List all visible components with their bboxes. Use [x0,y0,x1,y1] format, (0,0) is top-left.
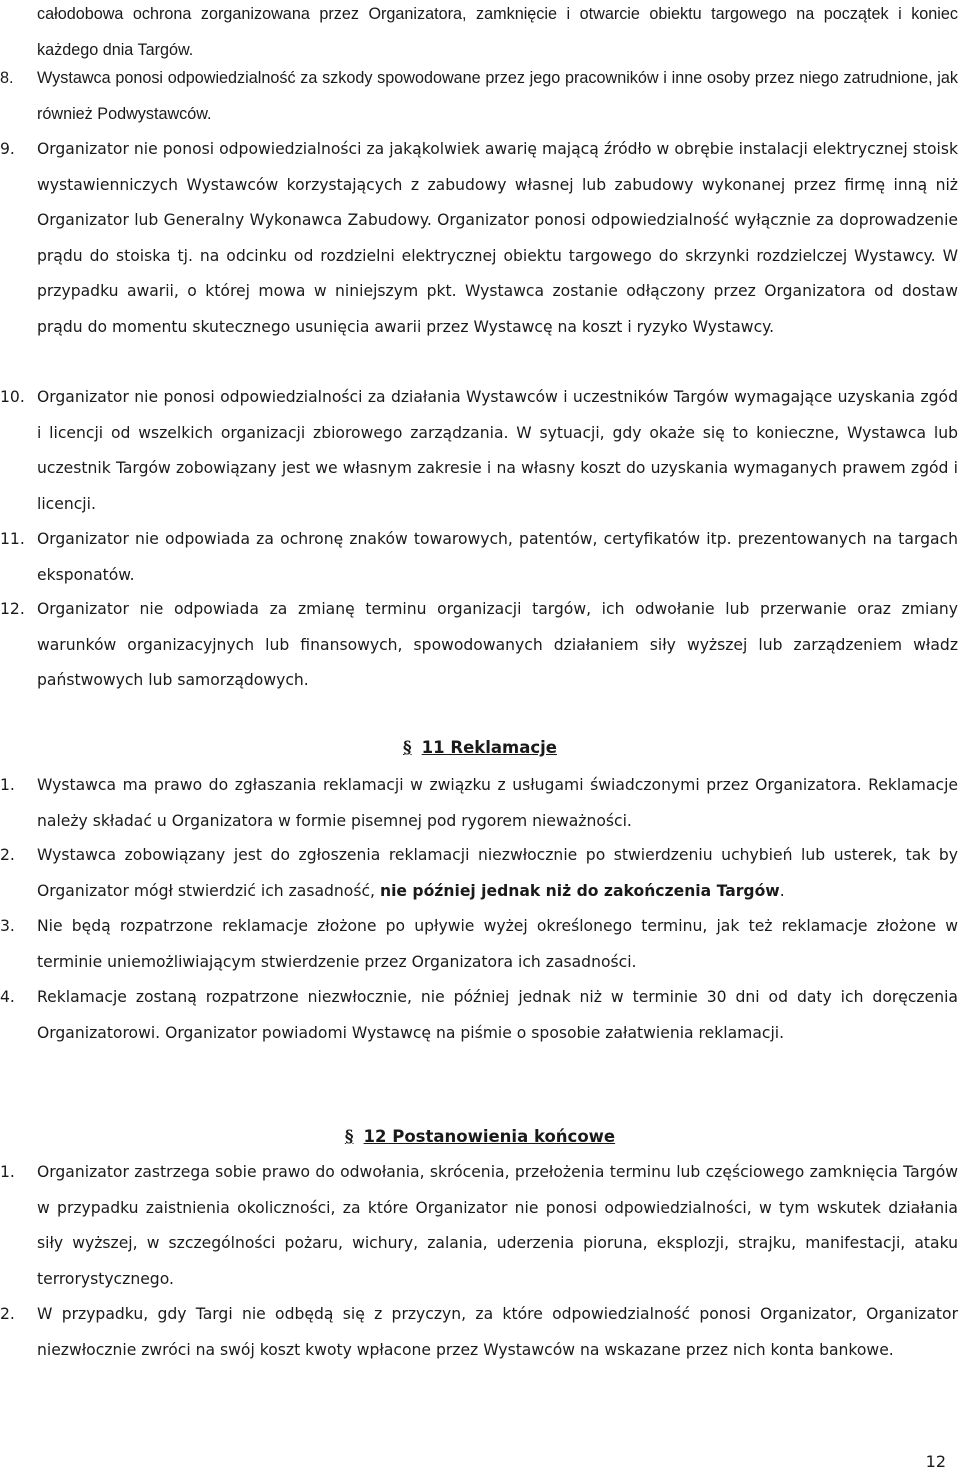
list-item-text: Wystawca ponosi odpowiedzialność za szkody spowodowane przez jego pracowników i inne osoby przez niego zatrudnione, jak również Podwystawców. [37,69,958,123]
list-item-text: Organizator zastrzega sobie prawo do odwołania, skrócenia, przełożenia terminu lub częściowego zamknięcia Targów w przypadku zaistnienia okoliczności, za które Organizator nie ponosi odpowiedzialności, w tym wskutek działania siły wyższej, w szczególności pożaru, wichury, zalania, uderzenia pioruna, eksplozji, strajku, manifestacji, ataku terrorystycznego. [37,1163,958,1288]
text-run: . [779,881,785,900]
list-number: 2. [0,1305,15,1323]
list-number: 11. [0,530,25,548]
list-item-text: Organizator nie ponosi odpowiedzialności za jakąkolwiek awarię mającą źródło w obrębie instalacji elektrycznej stoisk wystawienniczych Wystawców korzystających z zabudowy własnej lub zabudowy wykonanej przez firmę inną niż Organizator lub Generalny Wykonawca Zabudowy. Organizator ponosi odpowiedzialność wyłącznie za doprowadzenie prądu do stoiska tj. na odcinku od rozdzielni elektrycznej obiektu targowego do skrzynki rozdzielczej Wystawcy. W przypadku awarii, o której mowa w niniejszym pkt. Wystawca zostanie odłączony przez Organizatora od dostaw prądu do momentu skutecznego usunięcia awarii przez Wystawcę na koszt i ryzyko Wystawcy. [37,140,958,336]
list-item-text: Organizator nie odpowiada za ochronę znaków towarowych, patentów, certyfikatów itp. prezentowanych na targach eksponatów. [37,530,958,584]
list-item-9 [0,132,958,345]
list-number: 10. [0,388,25,406]
section-symbol: § [344,1127,354,1146]
list-number: 1. [0,1163,15,1181]
reklamacje-item-1 [0,768,958,839]
page-number: 12 [925,1452,946,1471]
list-item-text: Nie będą rozpatrzone reklamacje złożone po upływie wyżej określonego terminu, jak też reklamacje złożone w terminie uniemożliwiającym stwierdzenie przez Organizatora ich zasadności. [37,917,958,971]
section-symbol: § [403,738,412,757]
list-item-12 [0,592,958,699]
list-item-11 [0,522,958,593]
text-run: Wystawca zobowiązany jest do zgłoszenia reklamacji niezwłocznie po stwierdzeniu uchybień lub usterek, tak by Organizator mógł stwierdzić ich zasadność, [37,846,958,900]
section-heading-11 [0,733,960,763]
list-item-8 [0,61,958,132]
list-item-text: Organizator nie odpowiada za zmianę terminu organizacji targów, ich odwołanie lub przerwanie oraz zmiany warunków organizacyjnych lub finansowych, spowodowanych działaniem siły wyższej lub zarządzeniem władz państwowych lub samorządowych. [37,600,958,689]
list-item-text: Reklamacje zostaną rozpatrzone niezwłocznie, nie później jednak niż w terminie 30 dni od daty ich doręczenia Organizatorowi. Organizator powiadomi Wystawcę na piśmie o sposobie załatwienia reklamacji. [37,988,958,1042]
list-number: 2. [0,846,15,864]
reklamacje-item-4 [0,980,958,1051]
list-number: 9. [0,140,15,158]
list-number: 12. [0,600,25,618]
list-number: 1. [0,776,15,794]
list-item-text [37,838,958,909]
list-item-text: W przypadku, gdy Targi nie odbędą się z przyczyn, za które odpowiedzialność ponosi Organizator, Organizator niezwłocznie zwróci na swój koszt kwoty wpłacone przez Wystawców na wskazane przez nich konta bankowe. [37,1305,958,1359]
reklamacje-item-3 [0,909,958,980]
list-number: 4. [0,988,15,1006]
reklamacje-item-2 [0,838,958,909]
list-item-10 [0,380,958,522]
section-title: 11 Reklamacje [421,738,557,757]
list-number: 8. [0,69,14,87]
list-item-text: Organizator nie ponosi odpowiedzialności za działania Wystawców i uczestników Targów wymagające uzyskania zgód i licencji od wszelkich organizacji zbiorowego zarządzania. W sytuacji, gdy okaże się to konieczne, Wystawca lub uczestnik Targów zobowiązany jest we własnym zakresie i na własny koszt do uzyskania wymaganych prawem zgód i licencji. [37,388,958,513]
postanowienia-item-1 [0,1155,958,1297]
continued-paragraph: całodobowa ochrona zorganizowana przez Organizatora, zamknięcie i otwarcie obiektu targowego na początek i koniec każdego dnia Targów. [37,5,958,59]
section-title: 12 Postanowienia końcowe [363,1127,616,1146]
list-item-text: Wystawca ma prawo do zgłaszania reklamacji w związku z usługami świadczonymi przez Organizatora. Reklamacje należy składać u Organizatora w formie pisemnej pod rygorem nieważności. [37,776,958,830]
postanowienia-item-2 [0,1297,958,1368]
section-heading-12 [0,1122,960,1152]
list-number: 3. [0,917,15,935]
bold-text-run: nie później jednak niż do zakończenia Targów [379,881,780,900]
